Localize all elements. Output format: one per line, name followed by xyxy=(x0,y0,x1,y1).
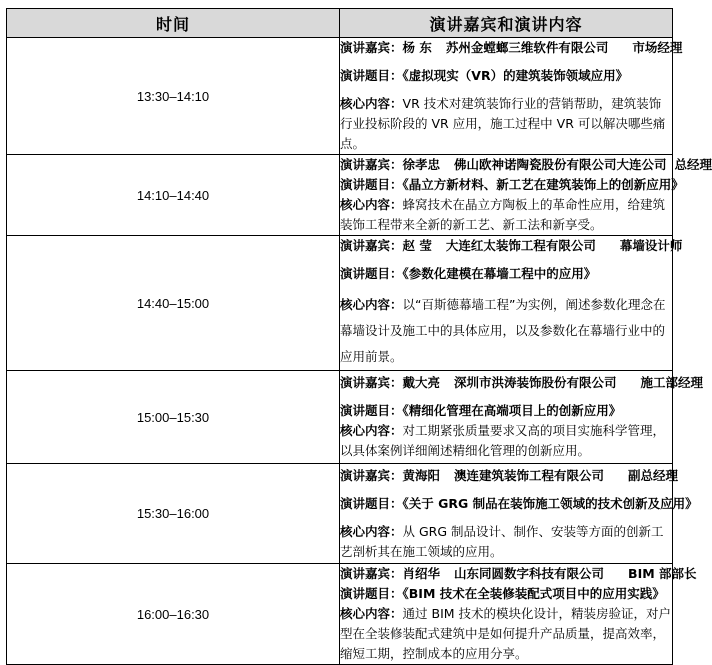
topic-title: 《晶立方新材料、新工艺在建筑装饰上的创新应用》 xyxy=(402,177,684,192)
core-line xyxy=(340,94,672,154)
core-label: 核心内容： xyxy=(340,423,403,438)
topic-line xyxy=(340,175,684,195)
topic-line xyxy=(340,66,672,86)
speaker-position: 施工部经理 xyxy=(640,375,704,390)
speaker-line xyxy=(340,38,683,58)
speaker-label: 演讲嘉宾： xyxy=(340,238,403,253)
speaker-line xyxy=(340,155,712,175)
session-content xyxy=(340,236,683,371)
speaker-line xyxy=(340,236,683,256)
topic-label: 演讲题目： xyxy=(340,177,403,192)
core-label: 核心内容： xyxy=(340,606,403,621)
speaker-name: 赵 莹 xyxy=(402,238,432,253)
topic-title: 《虚拟现实（VR）的建筑装饰领域应用》 xyxy=(402,68,629,83)
session-time: 14:40–15:00 xyxy=(7,236,340,371)
agenda-table xyxy=(6,8,712,665)
topic-line xyxy=(340,264,672,284)
speaker-name: 肖绍华 xyxy=(402,566,441,581)
speaker-position: 市场经理 xyxy=(632,40,683,55)
topic-label: 演讲题目： xyxy=(340,68,403,83)
speaker-position: 总经理 xyxy=(674,157,712,172)
core-text: 蜂窝技术在晶立方陶板上的革命性应用，给建筑装饰工程带来全新的新工艺、新工法和新享受。 xyxy=(340,197,666,232)
core-label: 核心内容： xyxy=(340,297,403,312)
session-row-6 xyxy=(7,564,673,665)
session-time: 13:30–14:10 xyxy=(7,38,340,155)
topic-label: 演讲题目： xyxy=(340,266,403,281)
core-label: 核心内容： xyxy=(340,523,403,539)
session-row-3 xyxy=(7,236,673,371)
speaker-position: 幕墙设计师 xyxy=(619,238,683,253)
session-row-2 xyxy=(7,155,673,236)
topic-line xyxy=(340,494,698,514)
speaker-name: 戴大亮 xyxy=(402,375,441,390)
core-text: VR 技术对建筑装饰行业的营销帮助，建筑装饰行业投标阶段的 VR 应用，施工过程中 VR 可以解决哪些痛点。 xyxy=(340,96,666,151)
speaker-line xyxy=(340,373,704,393)
core-line xyxy=(340,421,672,461)
topic-label: 演讲题目： xyxy=(340,403,403,418)
header-content: 演讲嘉宾和演讲内容 xyxy=(340,9,673,38)
speaker-org: 大连红太装饰工程有限公司 xyxy=(445,238,596,253)
core-line xyxy=(340,604,672,664)
topic-line xyxy=(340,584,672,604)
session-row-1 xyxy=(7,38,673,155)
core-text: 对工期紧张质量要求又高的项目实施科学管理，以具体案例详细阐述精细化管理的创新应用。 xyxy=(340,423,666,458)
speaker-org: 深圳市洪涛装饰股份有限公司 xyxy=(454,375,617,390)
session-time: 15:30–16:00 xyxy=(7,464,340,564)
session-row-5 xyxy=(7,464,673,564)
topic-label: 演讲题目： xyxy=(340,586,403,601)
speaker-name: 杨 东 xyxy=(402,40,432,55)
topic-title: 《参数化建模在幕墙工程中的应用》 xyxy=(402,266,597,281)
core-label: 核心内容： xyxy=(340,197,403,212)
topic-title: 《关于 GRG 制品在装饰施工领域的技术创新及应用》 xyxy=(402,495,698,511)
core-line xyxy=(340,195,672,235)
speaker-position: BIM 部部长 xyxy=(628,566,697,581)
session-content xyxy=(340,38,683,155)
header-time: 时间 xyxy=(7,9,340,38)
core-line xyxy=(340,292,672,370)
speaker-label: 演讲嘉宾： xyxy=(340,566,403,581)
speaker-org: 苏州金螳螂三维软件有限公司 xyxy=(445,40,609,55)
speaker-name: 黄海阳 xyxy=(402,467,441,483)
core-text: 以“百斯德幕墙工程”为实例，阐述参数化理念在幕墙设计及施工中的具体应用，以及参数化在幕墙行业中的应用前景。 xyxy=(340,297,666,364)
topic-line xyxy=(340,401,672,421)
speaker-line xyxy=(340,564,697,584)
session-content xyxy=(340,371,704,464)
topic-title: 《精细化管理在高端项目上的创新应用》 xyxy=(402,403,622,418)
core-text: 从 GRG 制品设计、制作、安装等方面的创新工艺剖析其在施工领域的应用。 xyxy=(340,523,664,559)
core-text: 通过 BIM 技术的模块化设计，精装房验证，对户型在全装修装配式建筑中是如何提升产品质量，提高效率，缩短工期，控制成本的应用分享。 xyxy=(340,606,672,661)
session-content xyxy=(340,464,698,564)
core-line xyxy=(340,522,672,562)
speaker-position: 副总经理 xyxy=(628,467,679,483)
header-row xyxy=(7,9,673,38)
session-time: 14:10–14:40 xyxy=(7,155,340,236)
speaker-name: 徐孝忠 xyxy=(402,157,441,172)
session-content xyxy=(340,155,712,236)
speaker-org: 佛山欧神诺陶瓷股份有限公司大连公司 xyxy=(454,157,667,172)
session-row-4 xyxy=(7,371,673,464)
speaker-label: 演讲嘉宾： xyxy=(340,157,403,172)
speaker-line xyxy=(340,466,679,486)
core-label: 核心内容： xyxy=(340,96,403,111)
speaker-org: 山东同圆数字科技有限公司 xyxy=(454,566,605,581)
speaker-label: 演讲嘉宾： xyxy=(340,467,403,483)
session-time: 15:00–15:30 xyxy=(7,371,340,464)
speaker-org: 澳连建筑装饰工程有限公司 xyxy=(454,467,605,483)
session-time: 16:00–16:30 xyxy=(7,564,340,665)
speaker-label: 演讲嘉宾： xyxy=(340,375,403,390)
topic-label: 演讲题目： xyxy=(340,495,403,511)
speaker-label: 演讲嘉宾： xyxy=(340,40,403,55)
topic-title: 《BIM 技术在全装修装配式项目中的应用实践》 xyxy=(402,586,665,601)
session-content xyxy=(340,564,697,665)
